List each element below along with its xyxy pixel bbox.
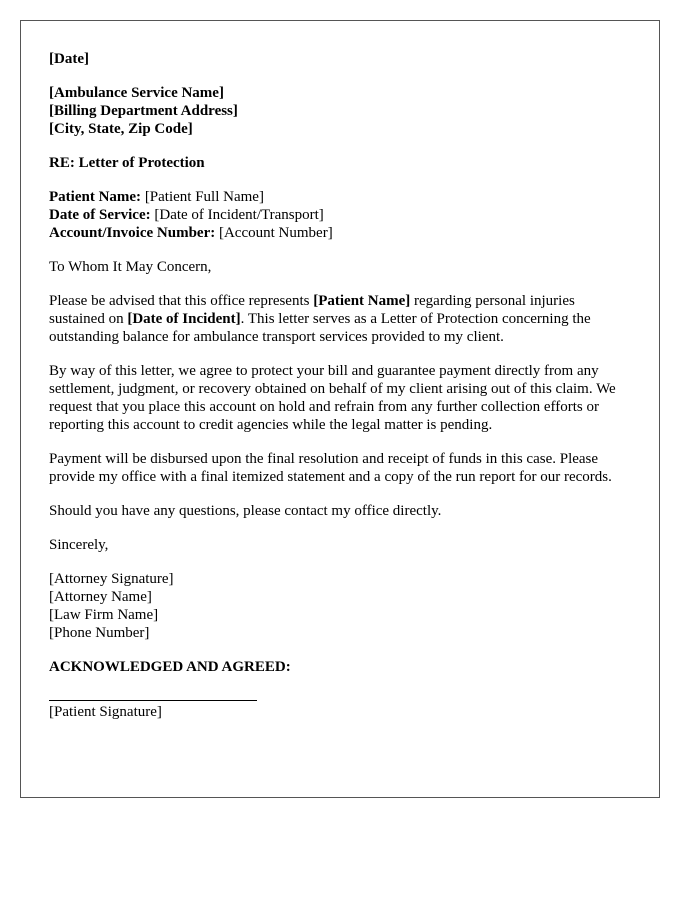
account-number-value: [Account Number]: [218, 225, 333, 241]
patient-name-value: [Patient Full Name]: [144, 189, 264, 205]
account-number-label: Account/Invoice Number:: [49, 225, 216, 241]
letter-date: [Date]: [49, 51, 89, 67]
recipient-city-state-zip: [City, State, Zip Code]: [49, 121, 193, 137]
attorney-signature: [Attorney Signature]: [49, 571, 174, 587]
patient-name-row: [49, 188, 631, 206]
re-line: RE: Letter of Protection: [49, 155, 205, 171]
recipient-address: [Billing Department Address]: [49, 103, 238, 119]
paragraph1-text-e: . This letter serves as a Letter of Protection concerning the outstanding balance for ambulance transport services provided to my client.: [49, 311, 591, 345]
paragraph1-date-of-incident: [Date of Incident]: [127, 311, 241, 327]
attorney-name: [Attorney Name]: [49, 589, 152, 605]
paragraph-payment: Payment will be disbursed upon the final resolution and receipt of funds in this case. Please provide my office with a final itemized statement and a copy of the run report for our records.: [49, 451, 612, 485]
recipient-name: [Ambulance Service Name]: [49, 85, 224, 101]
date-block: [49, 50, 631, 68]
acknowledgment-heading: ACKNOWLEDGED AND AGREED:: [49, 659, 291, 675]
recipient-block: [49, 84, 631, 138]
law-firm-name: [Law Firm Name]: [49, 607, 159, 623]
paragraph-protection: By way of this letter, we agree to protect your bill and guarantee payment directly from any settlement, judgment, or recovery obtained on behalf of my client arising out of this claim. We request that you place this account on hold and refrain from any further collection efforts or reporting this account to credit agencies while the legal matter is pending.: [49, 363, 616, 433]
paragraph1-patient-name: [Patient Name]: [313, 293, 411, 309]
paragraph-representation: [49, 292, 631, 346]
signature-block: [49, 570, 631, 642]
salutation: To Whom It May Concern,: [49, 259, 212, 275]
paragraph1-text-a: Please be advised that this office represents: [49, 293, 314, 309]
paragraph-questions: Should you have any questions, please contact my office directly.: [49, 503, 442, 519]
date-of-service-value: [Date of Incident/Transport]: [154, 207, 324, 223]
date-of-service-row: [49, 206, 631, 224]
details-block: [49, 188, 631, 242]
acknowledgment-block: [49, 658, 631, 721]
date-of-service-label: Date of Service:: [49, 207, 151, 223]
patient-signature-label: [Patient Signature]: [49, 704, 162, 720]
re-block: [49, 154, 631, 172]
closing: Sincerely,: [49, 537, 109, 553]
letter-document: [20, 20, 660, 798]
patient-signature-line: [49, 700, 257, 701]
account-number-row: [49, 224, 631, 242]
phone-number: [Phone Number]: [49, 625, 150, 641]
paragraph1-text-c: regarding personal injuries sustained on: [49, 293, 575, 327]
patient-name-label: Patient Name:: [49, 189, 142, 205]
